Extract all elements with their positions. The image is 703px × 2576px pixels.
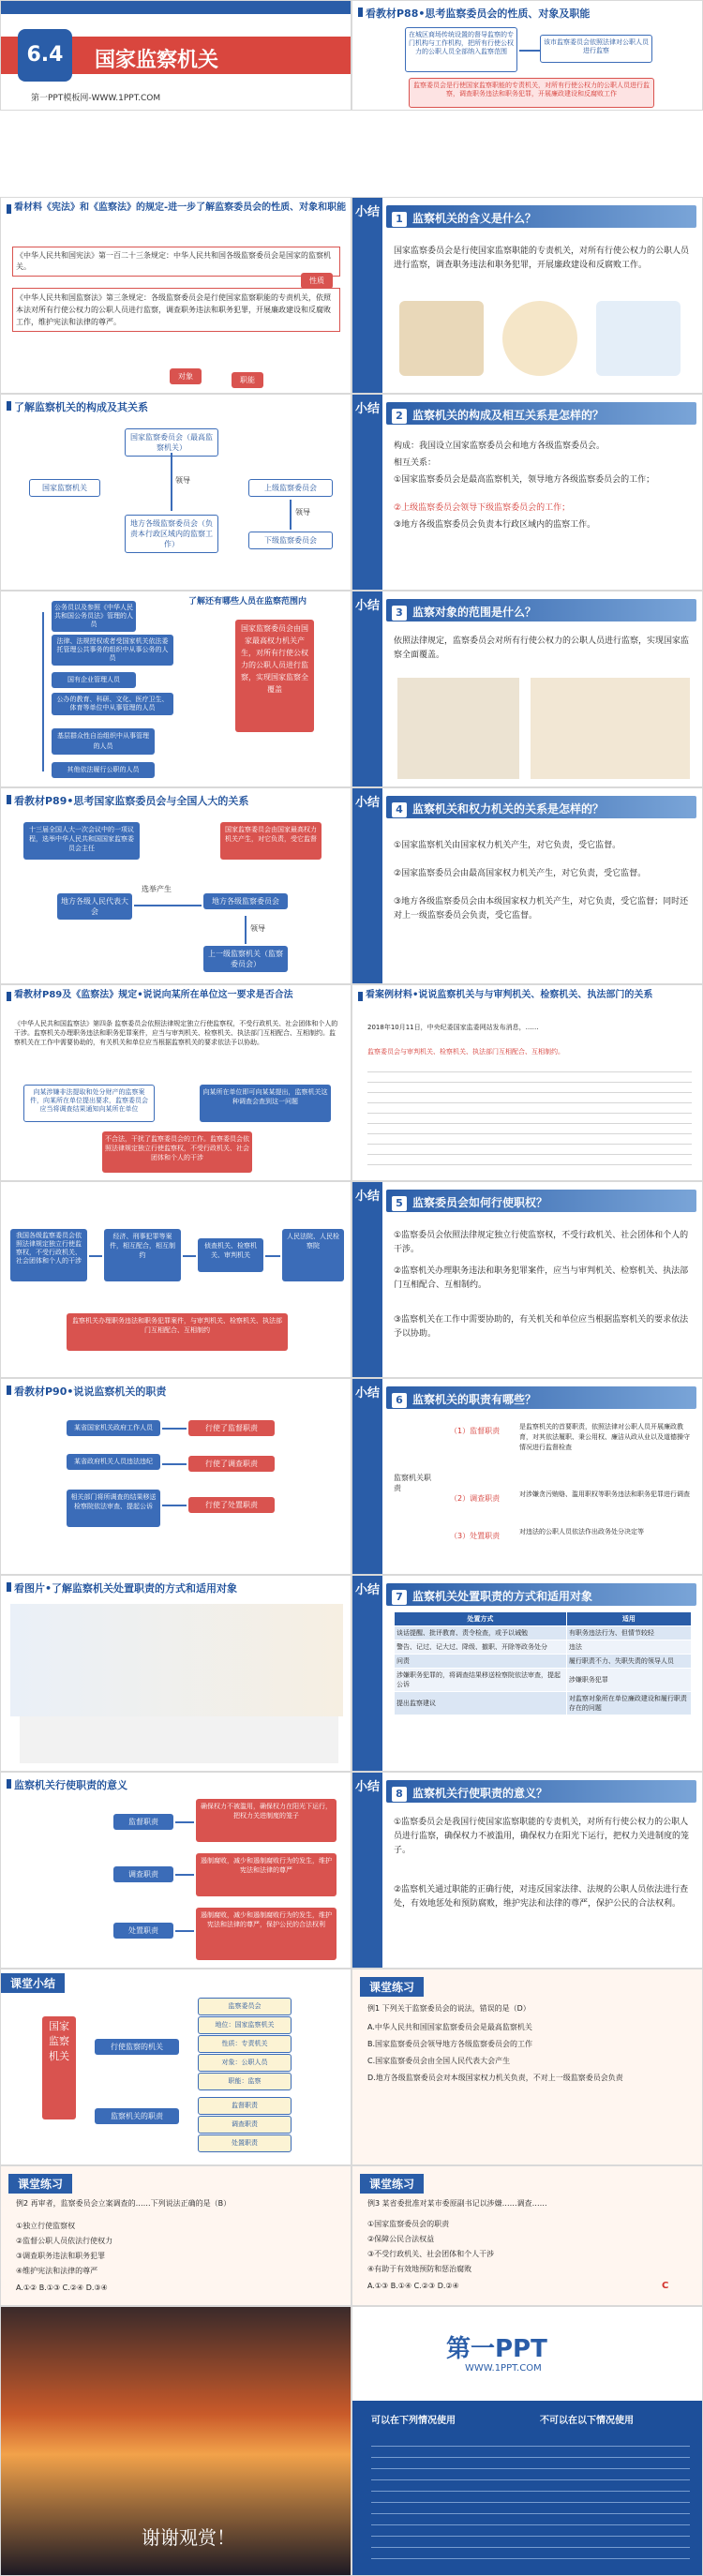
summary-side-label: 小结 <box>352 1379 382 1574</box>
box-case-1: 向某涉嫌非法提取和处分财产的监察案件，向某所在单位提出要求，监察委员会应当将调查结果通知向某所在单位 <box>23 1085 155 1122</box>
scope-item: 公办的教育、科研、文化、医疗卫生、体育等单位中从事管理的人员 <box>52 693 173 715</box>
link-list[interactable] <box>371 2438 690 2560</box>
box-local: 地方各级监察委员会（负责本行政区域内的监察工作） <box>125 515 218 553</box>
tag-nature: 性质 <box>301 273 333 289</box>
material-paragraph-2: 《中华人民共和国监察法》第三条规定：各级监察委员会是行使国家监察职能的专责机关，依照本法对所有行使公权力的公职人员进行监察，调查职务违法和职务犯罪，开展廉政建设和反腐败工作，维护宪法和法律的尊严。 <box>12 288 340 332</box>
duty-desc: 是监察机关的首要职责，依照法律对公职人员开展廉政教育，对其依法履职、秉公用权、廉洁从政从业以及道德操守情况进行监督检查 <box>519 1423 690 1451</box>
arrow <box>162 1428 187 1430</box>
duty-desc: 对涉嫌贪污贿赂、滥用职权等职务违法和职务犯罪进行调查 <box>519 1490 690 1498</box>
case-paragraph: 2018年10月11日，中央纪委国家监委网站发布消息，…… <box>367 1024 539 1031</box>
box-conclusion: 监察机关办理职务违法和职务犯罪案件，与审判机关、检察机关、执法部门互相配合、互相制约 <box>67 1313 288 1351</box>
scope-item: 国有企业管理人员 <box>52 672 136 688</box>
illustration <box>596 301 681 376</box>
duty-desc: 对违法的公职人员依法作出政务处分决定等 <box>519 1528 644 1535</box>
table-cell: 问责 <box>395 1655 567 1669</box>
table-cell: 提出监察建议 <box>395 1692 567 1715</box>
answer-line: ②国家监察委员会由最高国家权力机关产生，对它负责，受它监督。 <box>394 869 647 878</box>
slide-summary-5 <box>352 1181 703 1378</box>
answer-line: 构成：我国设立国家监察委员会和地方各级监察委员会。 <box>394 442 606 451</box>
answer-line: ①监察委员会是我国行使国家监察职能的专责机关，对所有行使公权力的公职人员进行监察，确保权力不被滥用，确保权力在阳光下运行，把权力关进制度的笼子。 <box>394 1818 690 1855</box>
box-courts: 人民法院、人民检察院 <box>282 1229 344 1281</box>
illustration <box>399 301 484 376</box>
table-header: 处置方式 <box>395 1612 567 1626</box>
slide-thanks <box>0 2306 352 2576</box>
summary-leaf: 监察委员会 <box>198 1998 292 2015</box>
slide-copyright <box>352 2306 703 2576</box>
table-header: 适用 <box>566 1612 691 1626</box>
slide-exercise-2 <box>0 2165 352 2306</box>
slide-exercise-1 <box>352 1969 703 2165</box>
box-lower: 下级监察委员会 <box>248 532 333 549</box>
slide-header: 看教材P89及《监察法》规定•说说向某所在单位这一要求是否合法 <box>1 985 351 1015</box>
summary-root: 国家监察机关 <box>42 2016 76 2119</box>
box-cases: 经济、刑事犯罪等案件，相互配合，相互制约 <box>104 1229 181 1281</box>
box-npc: 十三届全国人大一次会议中的一项议程，选举中华人民共和国国家监察委员会主任 <box>23 822 140 860</box>
summary-leaf: 性质：专责机关 <box>198 2035 292 2053</box>
answer-line: 相互关系： <box>394 458 437 468</box>
answer-text: 国家监察委员会是行使国家监察职能的专责机关，对所有行使公权力的公职人员进行监察，调查职务违法和职务犯罪，开展廉政建设和反腐败工作。 <box>394 247 690 270</box>
box-case-2: 向某所在单位即可向某某提出，监察机关这种调查会查到这一问题 <box>200 1085 331 1122</box>
arrow <box>175 1930 194 1932</box>
illustration <box>397 678 519 779</box>
lesson-title: 国家监察机关 <box>95 49 219 72</box>
arrow <box>175 1821 194 1823</box>
duty-item: （2）调查职责 <box>450 1494 501 1503</box>
table-cell: 履行职责不力、失职失责的领导人员 <box>566 1655 691 1669</box>
arrow <box>89 1255 102 1257</box>
arrow <box>265 1255 280 1257</box>
slide-header: 看图片•了解监察机关处置职责的方式和适用对象 <box>1 1576 351 1596</box>
answer-line: ③地方各级监察委员会负责本行政区域内的监察工作。 <box>394 520 596 530</box>
arrow <box>290 500 292 530</box>
exercise-option: ②保障公民合法权益 <box>367 2235 435 2243</box>
slide-constitution-material <box>0 197 352 394</box>
answer-line: ①国家监察机关由国家权力机关产生，对它负责，受它监督。 <box>394 841 621 850</box>
scope-item: 公务员以及参照《中华人民共和国公务员法》管理的人员 <box>52 601 136 632</box>
answer-line: ①国家监察委员会是最高监察机关，领导地方各级监察委员会的工作； <box>394 475 655 485</box>
table-cell: 涉嫌职务犯罪 <box>566 1669 691 1692</box>
question-bar: 5 监察委员会如何行使职权？ <box>386 1190 696 1212</box>
summary-leaf: 调查职责 <box>198 2116 292 2134</box>
brand-url: WWW.1PPT.COM <box>465 2363 542 2374</box>
exercise-option: ④有助于有效地预防和惩治腐败 <box>367 2265 472 2273</box>
illustration <box>10 1604 343 1716</box>
slide-meaning <box>0 1772 352 1969</box>
illustration <box>531 678 690 779</box>
illustration <box>20 1716 338 1763</box>
exercise-title: 课堂练习 <box>360 2174 424 2194</box>
slide-header: 看案例材料•说说监察机关与与审判机关、检察机关、执法部门的关系 <box>352 985 702 1013</box>
slide-scope <box>0 591 352 787</box>
table-cell: 有职务违法行为、但情节较轻 <box>566 1626 691 1640</box>
duties-root: 监察机关职责 <box>394 1474 431 1492</box>
arrow <box>175 1874 194 1876</box>
exercise-option: ①独立行使监察权 <box>16 2222 76 2230</box>
box-left: 在城区商场传统设置的督导监察的专门机构与工作机构，把所有行使公权力的公职人员全部纳入监察范围 <box>405 27 517 72</box>
arrow <box>42 612 44 771</box>
box-right: 该市监察委员会依照法律对公职人员进行监察 <box>540 35 652 63</box>
arrow <box>519 50 540 52</box>
tag-object: 对象 <box>170 368 202 384</box>
box-organs: 侦查机关、检察机关、审判机关 <box>198 1238 263 1272</box>
question-bar: 6 监察机关的职责有哪些？ <box>386 1386 696 1409</box>
box-bottom: 监察委员会是行使国家监察职能的专责机关，对所有行使公权力的公职人员进行监察，调查职务违法和职务犯罪，开展廉政建设和反腐败工作 <box>409 78 654 108</box>
slide-textbook-p88 <box>352 0 703 111</box>
summary-leaf: 对象：公职人员 <box>198 2054 292 2072</box>
slide-summary-3 <box>352 591 703 787</box>
title-header-band <box>1 1 351 14</box>
answer-line: ②监察机关办理职务违法和职务犯罪案件，应当与审判机关、检察机关、执法部门互相配合、互相制约。 <box>394 1266 689 1290</box>
exercise-title: 课堂练习 <box>360 1977 424 1997</box>
label-lead-2: 领导 <box>295 508 310 517</box>
box-upper-commission: 上一级监察机关（监察委员会） <box>203 946 288 972</box>
slide-summary-6 <box>352 1378 703 1575</box>
exercise-choices: A.①② B.①③ C.②④ D.③④ <box>16 2284 108 2292</box>
slide-summary-7 <box>352 1575 703 1772</box>
summary-title: 课堂小结 <box>1 1973 65 1993</box>
duty-supervision: 监督职责 <box>113 1814 173 1830</box>
arrow <box>134 905 202 906</box>
slide-header: 看教材P88•思考监察委员会的性质、对象及职能 <box>352 1 702 22</box>
summary-side-label: 小结 <box>352 1182 382 1377</box>
brand-logo: 第一PPT <box>446 2335 547 2363</box>
tag-function: 职能 <box>232 372 263 388</box>
table-cell: 警告、记过、记大过、降级、撤职、开除等政务处分 <box>395 1640 567 1655</box>
slide-npc-relation <box>0 787 352 984</box>
exercise-question: 例3 某省委批准对某市委原副书记以涉嫌……调查…… <box>367 2199 547 2208</box>
box-result: 国家监察委员会由国家最高权力机关产生，对它负责，受它监督 <box>220 822 322 860</box>
duty-disposal: 处置职责 <box>113 1923 173 1939</box>
exercise-question: 例1 下列关于监察委员会的说法，错误的是（D） <box>367 2004 531 2013</box>
illustration <box>502 301 577 376</box>
exercise-option: B.国家监察委员会领导地方各级监察委员会的工作 <box>367 2040 533 2048</box>
scope-item: 其他依法履行公职的人员 <box>52 762 155 778</box>
case-box: 某省政府机关人员违法违纪 <box>67 1454 160 1470</box>
box-central: 国家监察委员会（最高监察机关） <box>125 428 218 457</box>
duty-investigation: 行使了调查职责 <box>188 1456 275 1472</box>
slide-header: 看教材P90•说说监察机关的职责 <box>1 1379 351 1400</box>
site-credit: 第一PPT模板网-WWW.1PPT.COM <box>31 94 161 103</box>
slide-exercise-3 <box>352 2165 703 2306</box>
summary-leaf: 处置职责 <box>198 2134 292 2152</box>
slide-title: 了解还有哪些人员在监察范围内 <box>188 597 307 607</box>
exercise-option: A.中华人民共和国国家监察委员会是最高监察机关 <box>367 2023 532 2031</box>
slide-summary-1 <box>352 197 703 394</box>
case-text-lines <box>367 1064 692 1173</box>
exercise-choices: A.①③ B.①④ C.②③ D.②④ <box>367 2282 459 2290</box>
meaning-2: 遏制腐败，减少和遏制腐败行为的发生，维护宪法和法律的尊严 <box>196 1853 337 1896</box>
duty-item: （1）监督职责 <box>450 1427 501 1435</box>
arrow <box>245 916 247 944</box>
box-verdict: 不合法，干扰了监察委员会的工作。监察委员会依照法律规定独立行使监察权，不受行政机关、社会团体和个人的干涉 <box>102 1131 252 1173</box>
summary-leaf: 地位：国家监察机关 <box>198 2016 292 2034</box>
box-upper: 上级监察委员会 <box>248 479 333 497</box>
duty-investigation: 调查职责 <box>113 1866 173 1882</box>
summary-branch-1: 行使监察的机关 <box>95 2039 179 2055</box>
box-root: 国家监察机关 <box>29 479 100 497</box>
exercise-option: D.地方各级监察委员会对本级国家权力机关负责，不对上一级监察委员会负责 <box>367 2074 623 2082</box>
summary-side-label: 小结 <box>352 788 382 983</box>
arrow <box>162 1463 187 1465</box>
allowed-heading: 可以在下列情况使用 <box>371 2416 456 2426</box>
exercise-option: ③不受行政机关、社会团体和个人干涉 <box>367 2250 495 2258</box>
label-lead: 领导 <box>175 476 190 485</box>
summary-side-label: 小结 <box>352 395 382 590</box>
label-elect: 选举产生 <box>142 885 172 893</box>
thanks-text: 谢谢观赏！ <box>142 2526 235 2549</box>
exercise-option: ②监督公职人员依法行使权力 <box>16 2237 113 2245</box>
summary-branch-2: 监察机关的职责 <box>95 2108 179 2124</box>
answer-line: ③监察机关在工作中需要协助的，有关机关和单位应当根据监察机关的要求依法予以协助。 <box>394 1315 689 1339</box>
disposal-table <box>394 1611 692 1715</box>
question-bar: 7 监察机关处置职责的方式和适用对象 <box>386 1583 696 1606</box>
answer-line: ②监察机关通过职能的正确行使，对违反国家法律、法规的公职人员依法进行查处，有效地惩处和预防腐败，维护宪法和法律的尊严，保护公民的合法权利。 <box>394 1885 689 1909</box>
summary-leaf: 职能：监察 <box>198 2073 292 2090</box>
slide-title <box>0 0 352 111</box>
lesson-number: 6.4 <box>18 29 72 82</box>
material-paragraph-1: 《中华人民共和国宪法》第一百二十三条规定：中华人民共和国各级监察委员会是国家的监察机关。 <box>12 247 340 277</box>
slide-header: 看材料《宪法》和《监察法》的规定-进一步了解监察委员会的性质、对象和职能 <box>1 198 351 230</box>
arrow <box>162 1505 187 1506</box>
slide-summary-2 <box>352 394 703 591</box>
slide-summary-8 <box>352 1772 703 1969</box>
summary-side-label: 小结 <box>352 1576 382 1771</box>
law-text: 《中华人民共和国监察法》第四条 监察委员会依照法律规定独立行使监察权，不受行政机关、社会团体和个人的干涉。监察机关办理职务违法和职务犯罪案件，应当与审判机关、检察机关、执法部门互相配合、互相制约。监察机关在工作中需要协助的，有关机关和单位应当根据监察机关的要求依法予以协助。 <box>14 1020 338 1046</box>
duty-item: （3）处置职责 <box>450 1532 501 1540</box>
question-bar: 4 监察机关和权力机关的关系是怎样的？ <box>386 796 696 818</box>
exercise-answer: C <box>662 2281 669 2291</box>
label-lead: 领导 <box>250 924 265 933</box>
question-bar: 3 监察对象的范围是什么？ <box>386 599 696 622</box>
case-box: 相关部门将所调查的结果移送检察院依法审查、提起公诉 <box>67 1490 160 1527</box>
slide-lesson-summary <box>0 1969 352 2165</box>
scope-item: 法律、法规授权或者受国家机关依法委托管理公共事务的组织中从事公务的人员 <box>52 635 173 666</box>
slide-unit-request <box>0 984 352 1181</box>
box-local-npc: 地方各级人民代表大会 <box>57 893 132 920</box>
table-cell: 谈话提醒、批评教育、责令检查，或予以诫勉 <box>395 1626 567 1640</box>
case-paragraph-highlight: 监察委员会与审判机关、检察机关、执法部门互相配合、互相制约。 <box>367 1048 564 1056</box>
slide-summary-4 <box>352 787 703 984</box>
answer-line: ①监察委员会依照法律规定独立行使监察权，不受行政机关、社会团体和个人的干涉。 <box>394 1231 689 1254</box>
forbidden-heading: 不可以在以下情况使用 <box>540 2416 634 2426</box>
answer-text: 依照法律规定，监察委员会对所有行使公权力的公职人员进行监察，实现国家监察全面覆盖。 <box>394 637 690 660</box>
exercise-option: C.国家监察委员会由全国人民代表大会产生 <box>367 2057 511 2065</box>
slide-duties <box>0 1378 352 1575</box>
slide-case-material <box>352 984 703 1181</box>
exercise-option: ③调查职务违法和职务犯罪 <box>16 2252 106 2260</box>
duty-supervision: 行使了监督职责 <box>188 1420 275 1436</box>
exercise-question: 例2 再审者，监察委员会立案调查的……下列说法正确的是（B） <box>16 2199 232 2208</box>
slide-header: 看教材P89•思考国家监察委员会与全国人大的关系 <box>1 788 351 809</box>
summary-side-label: 小结 <box>352 592 382 786</box>
meaning-3: 遏制腐败，减少和遏制腐败行为的发生，维护宪法和法律的尊严，保护公民的合法权利 <box>196 1908 337 1960</box>
exercise-option: ④维护宪法和法律的尊严 <box>16 2267 98 2275</box>
scope-conclusion: 国家监察委员会由国家最高权力机关产生，对所有行使公权力的公职人员进行监察，实现国家监察全覆盖 <box>235 620 314 732</box>
arrow <box>171 453 172 511</box>
exercise-option: ①国家监察委员会的职责 <box>367 2220 450 2228</box>
table-cell: 涉嫌职务犯罪的，将调查结果移送检察院依法审查，提起公诉 <box>395 1669 567 1692</box>
box-independent: 我国各级监察委员会依照法律规定独立行使监察权，不受行政机关、社会团体和个人的干涉 <box>10 1229 87 1281</box>
slide-structure <box>0 394 352 591</box>
arrow <box>183 1255 196 1257</box>
slide-header: 监察机关行使职责的意义 <box>1 1773 351 1793</box>
slide-disposal-pictures <box>0 1575 352 1772</box>
question-bar: 1 监察机关的含义是什么？ <box>386 205 696 228</box>
question-bar: 8 监察机关行使职责的意义？ <box>386 1780 696 1803</box>
case-box: 某省国家机关政府工作人员 <box>67 1420 160 1436</box>
scope-item: 基层群众性自治组织中从事管理的人员 <box>52 728 155 755</box>
slide-header: 了解监察机关的构成及其关系 <box>1 395 351 415</box>
question-bar: 2 监察机关的构成及相互关系是怎样的？ <box>386 402 696 425</box>
answer-line: ③地方各级监察委员会由本级国家权力机关产生，对它负责，受它监督；同时还对上一级监察委员会负责，受它监督。 <box>394 897 689 921</box>
meaning-1: 确保权力不被滥用，确保权力在阳光下运行，把权力关进制度的笼子 <box>196 1799 337 1842</box>
summary-side-label: 小结 <box>352 198 382 393</box>
exercise-title: 课堂练习 <box>8 2174 72 2194</box>
table-cell: 对监察对象所在单位廉政建设和履行职责存在的问题 <box>566 1692 691 1715</box>
summary-side-label: 小结 <box>352 1773 382 1968</box>
answer-line: ②上级监察委员会领导下级监察委员会的工作； <box>394 503 571 513</box>
slide-cooperation <box>0 1181 352 1378</box>
table-cell: 违法 <box>566 1640 691 1655</box>
box-local-commission: 地方各级监察委员会 <box>203 893 288 909</box>
duty-disposal: 行使了处置职责 <box>188 1497 275 1513</box>
summary-leaf: 监督职责 <box>198 2097 292 2115</box>
